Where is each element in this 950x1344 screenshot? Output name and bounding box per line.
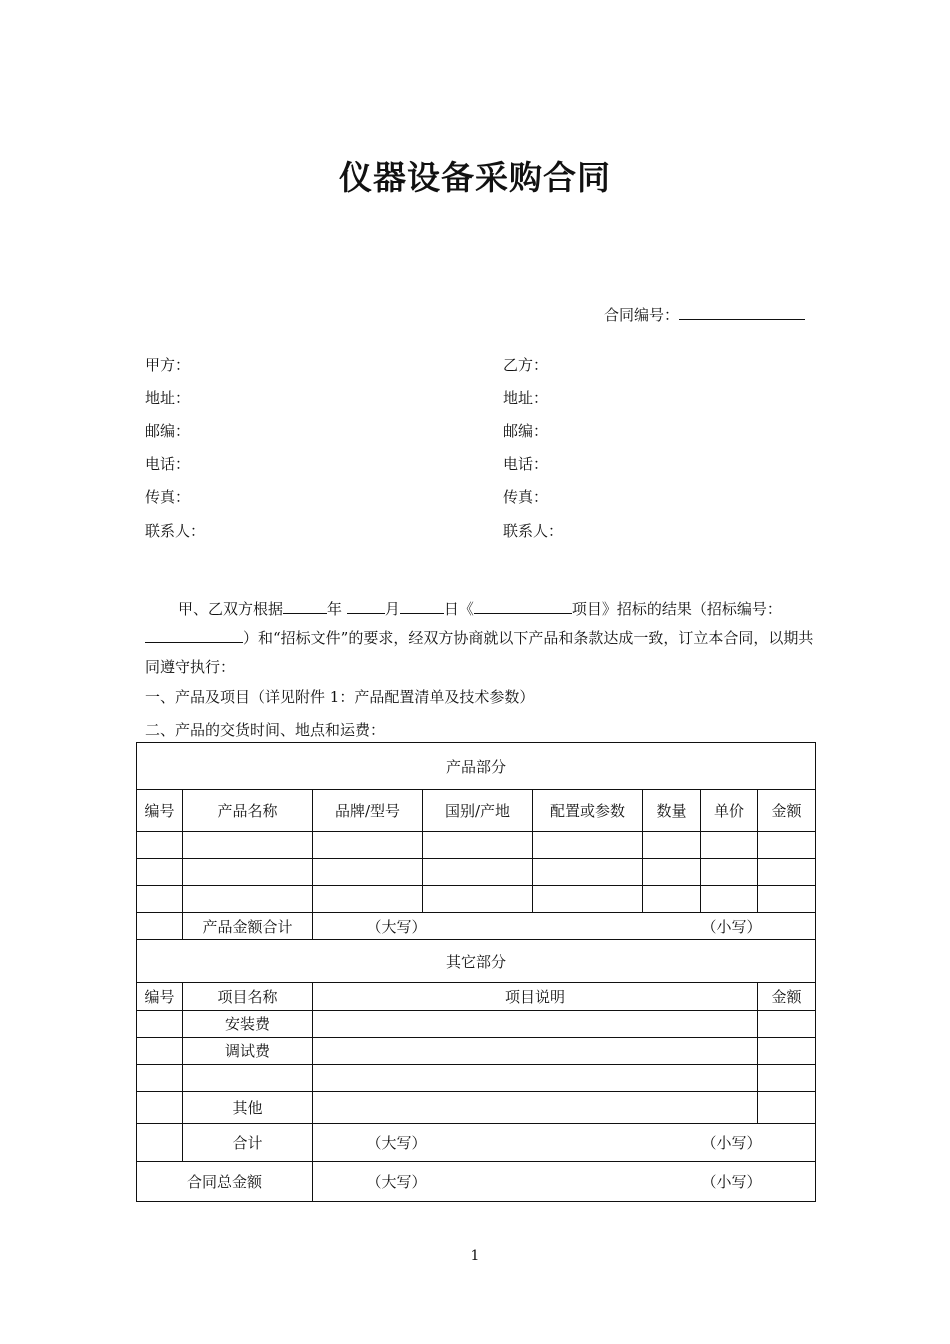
other-item-description[interactable] [313, 1091, 758, 1123]
other-col-header-item-name: 项目名称 [183, 983, 313, 1010]
party-b-name: 乙方： [503, 356, 549, 374]
other-item-name: 调试费 [183, 1037, 313, 1064]
grand-total-row [137, 1161, 816, 1201]
product-row [137, 886, 816, 913]
product-cell[interactable] [423, 886, 533, 913]
other-item-description[interactable] [313, 1037, 758, 1064]
party-a-address: 地址： [145, 389, 191, 407]
product-cell[interactable] [533, 859, 643, 886]
intro-text-5: 项目》招标的结果（招标编号： [571, 600, 782, 618]
col-header-country-origin: 国别/产地 [423, 790, 533, 832]
product-cell[interactable] [313, 886, 423, 913]
contract-number-blank[interactable] [679, 305, 805, 320]
product-cell[interactable] [643, 859, 701, 886]
intro-year-label: 年 [327, 600, 343, 618]
product-cell[interactable] [533, 832, 643, 859]
party-b-contact: 联系人： [503, 522, 564, 540]
intro-day-label: 日《 [443, 600, 474, 618]
intro-month-label: 月 [384, 600, 400, 618]
product-row [137, 832, 816, 859]
other-item-row [137, 1064, 816, 1091]
price-table [136, 742, 816, 1202]
party-b-address: 地址： [503, 389, 549, 407]
tender-number-blank[interactable] [145, 628, 243, 643]
product-cell[interactable] [137, 886, 183, 913]
product-cell[interactable] [137, 832, 183, 859]
product-cell[interactable] [533, 886, 643, 913]
page-number: 1 [470, 1248, 480, 1264]
upper-case-label: （大写） [366, 917, 427, 936]
product-cell[interactable] [423, 859, 533, 886]
col-header-amount: 金额 [758, 790, 816, 832]
col-header-no: 编号 [137, 790, 183, 832]
year-blank[interactable] [283, 599, 327, 614]
products-section-header: 产品部分 [137, 743, 816, 790]
other-col-header-amount: 金额 [758, 983, 816, 1010]
others-section-header: 其它部分 [137, 940, 816, 983]
other-item-row [137, 1010, 816, 1037]
lower-case-label: （小写） [701, 917, 762, 936]
col-header-unit-price: 单价 [701, 790, 758, 832]
party-b-phone: 电话： [503, 455, 549, 473]
grand-total-amount-cell[interactable] [313, 1161, 816, 1201]
other-item-no[interactable] [137, 1010, 183, 1037]
other-col-header-description: 项目说明 [313, 983, 758, 1010]
other-item-description[interactable] [313, 1010, 758, 1037]
party-a-name: 甲方： [145, 356, 191, 374]
product-cell[interactable] [643, 886, 701, 913]
intro-text-1: 甲、乙双方根据 [178, 600, 284, 618]
other-item-name: 其他 [183, 1091, 313, 1123]
product-cell[interactable] [137, 859, 183, 886]
other-item-row [137, 1091, 816, 1123]
product-cell[interactable] [701, 832, 758, 859]
other-item-amount[interactable] [758, 1064, 816, 1091]
product-cell[interactable] [313, 859, 423, 886]
product-row [137, 859, 816, 886]
products-total-label: 产品金额合计 [183, 913, 313, 940]
product-cell[interactable] [758, 859, 816, 886]
product-cell[interactable] [183, 832, 313, 859]
lower-case-label: （小写） [701, 1133, 762, 1152]
others-total-amount-cell[interactable] [313, 1123, 816, 1161]
month-blank[interactable] [347, 599, 385, 614]
contract-number-label: 合同编号： [604, 306, 680, 324]
upper-case-label: （大写） [366, 1133, 427, 1152]
others-column-header-row [137, 983, 816, 1010]
project-name-blank[interactable] [474, 599, 572, 614]
other-item-row [137, 1037, 816, 1064]
col-header-product-name: 产品名称 [183, 790, 313, 832]
product-cell[interactable] [643, 832, 701, 859]
products-total-row [137, 913, 816, 940]
intro-text-6: ）和“招标文件”的要求，经双方协商就以下产品和条款达成一致，订立本合同，以期共同遵守执行： [145, 629, 814, 676]
other-item-no[interactable] [137, 1091, 183, 1123]
product-cell[interactable] [183, 859, 313, 886]
others-total-label: 合计 [183, 1123, 313, 1161]
product-cell[interactable] [313, 832, 423, 859]
party-a-phone: 电话： [145, 455, 191, 473]
others-total-no-cell [137, 1123, 183, 1161]
other-item-no[interactable] [137, 1064, 183, 1091]
other-item-description[interactable] [313, 1064, 758, 1091]
others-total-row [137, 1123, 816, 1161]
col-header-configuration: 配置或参数 [533, 790, 643, 832]
other-item-name[interactable] [183, 1064, 313, 1091]
party-a-contact: 联系人： [145, 522, 206, 540]
products-total-no-cell [137, 913, 183, 940]
grand-total-label: 合同总金额 [137, 1161, 313, 1201]
party-a-fax: 传真： [145, 488, 191, 506]
product-cell[interactable] [758, 886, 816, 913]
other-item-amount[interactable] [758, 1091, 816, 1123]
other-item-amount[interactable] [758, 1010, 816, 1037]
contract-number-line [604, 304, 805, 325]
party-a-postcode: 邮编： [145, 422, 191, 440]
product-cell[interactable] [758, 832, 816, 859]
party-b-fax: 传真： [503, 488, 549, 506]
other-item-name: 安装费 [183, 1010, 313, 1037]
section-1-heading: 一、产品及项目（详见附件 1：产品配置清单及技术参数） [145, 688, 535, 706]
product-cell[interactable] [701, 859, 758, 886]
other-item-amount[interactable] [758, 1037, 816, 1064]
other-item-no[interactable] [137, 1037, 183, 1064]
lower-case-label: （小写） [701, 1172, 762, 1191]
upper-case-label: （大写） [366, 1172, 427, 1191]
section-2-heading: 二、产品的交货时间、地点和运费： [145, 721, 386, 739]
intro-paragraph [145, 595, 815, 682]
product-cell[interactable] [423, 832, 533, 859]
document-title: 仪器设备采购合同 [339, 158, 611, 197]
party-b-postcode: 邮编： [503, 422, 549, 440]
product-cell[interactable] [183, 886, 313, 913]
other-col-header-no: 编号 [137, 983, 183, 1010]
products-total-amount-cell[interactable] [313, 913, 816, 940]
col-header-quantity: 数量 [643, 790, 701, 832]
day-blank[interactable] [400, 599, 444, 614]
col-header-brand-model: 品牌/型号 [313, 790, 423, 832]
products-column-header-row [137, 790, 816, 832]
product-cell[interactable] [701, 886, 758, 913]
